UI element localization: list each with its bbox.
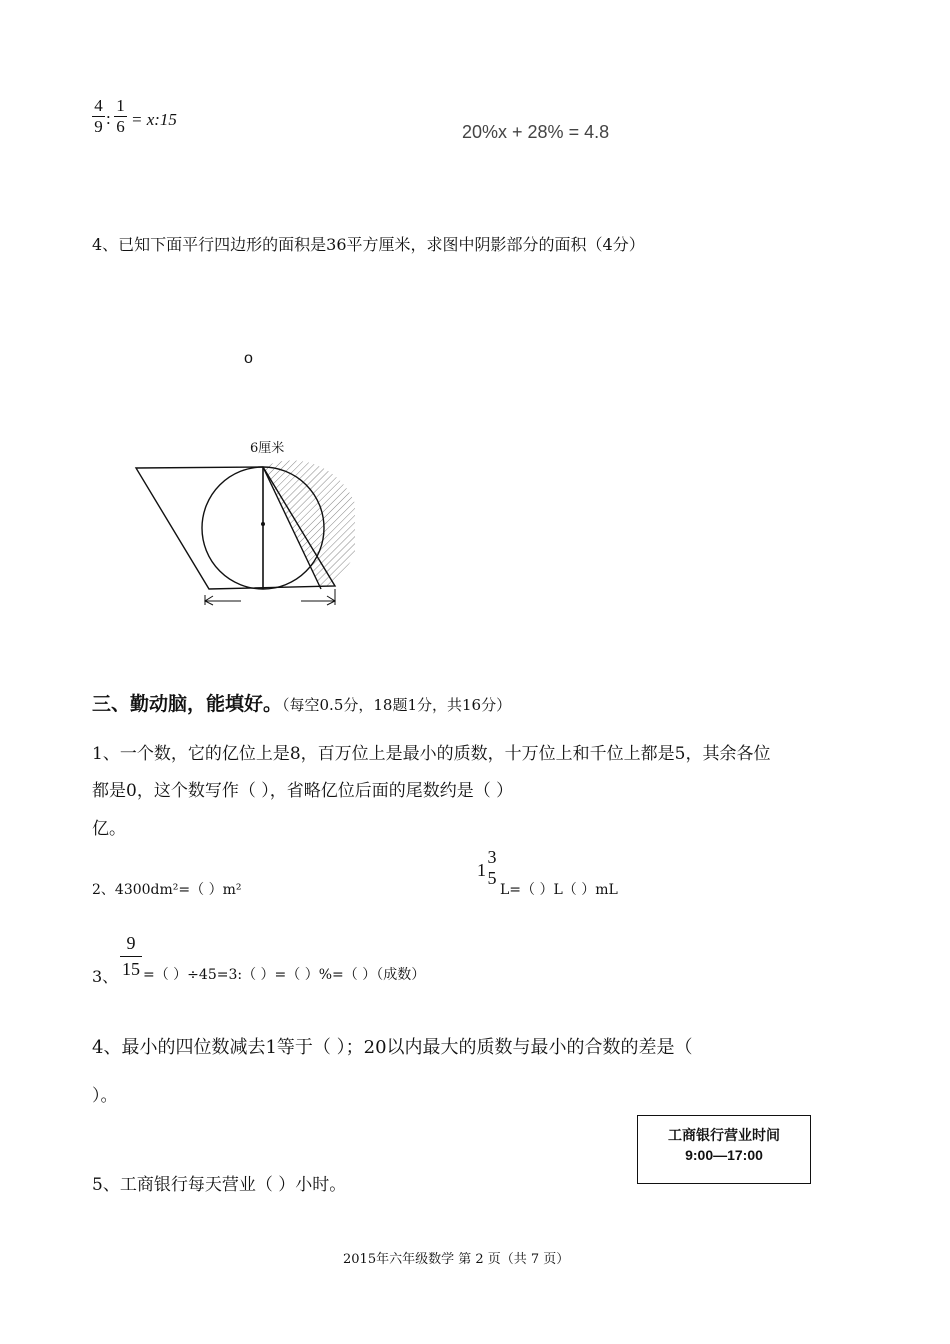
problem-1-line-1: 1、一个数，它的亿位上是8，百万位上是最小的质数，十万位上和千位上都是5，其余各位	[92, 744, 771, 764]
equation-rest: = x:15	[131, 110, 177, 129]
fraction-one-sixth: 1 6	[114, 97, 127, 136]
section-heading: 三、勤动脑，能填好。（每空0.5分，18题1分，共16分）	[92, 693, 512, 715]
fraction-four-ninths: 4 9	[92, 97, 105, 136]
problem-4-line-1: 4、最小的四位数减去1等于（ ）；20以内最大的质数与最小的合数的差是（	[92, 1037, 693, 1058]
point-label-o: o	[244, 350, 253, 367]
fraction-nine-fifteenths: 9 15	[122, 933, 140, 979]
dimension-label: 6厘米	[250, 441, 285, 456]
problem-3-rest: =（ ）÷45=3:（ ）=（ ）%=（ ）（成数）	[143, 967, 426, 983]
parallelogram-figure	[125, 455, 355, 615]
center-point	[261, 522, 265, 526]
page-footer: 2015年六年级数学 第 2 页（共 7 页）	[343, 1252, 570, 1267]
question-parallelogram: 4、已知下面平行四边形的面积是36平方厘米，求图中阴影部分的面积（4分）	[92, 235, 645, 254]
equation-percent: 20%x + 28% = 4.8	[462, 122, 610, 142]
problem-1-line-2: 都是0，这个数写作（ ），省略亿位后面的尾数约是（ ）	[92, 781, 514, 801]
problem-1-line-3: 亿。	[92, 819, 126, 839]
problem-3-prefix: 3、	[92, 967, 119, 986]
problem-4-line-2: ）。	[92, 1086, 118, 1106]
bank-hours-box: 工商银行营业时间 9:00—17:00	[637, 1115, 811, 1184]
problem-2-left: 2、4300dm²=（ ）m²	[92, 882, 242, 898]
problem-5: 5、工商银行每天营业（ ）小时。	[92, 1175, 347, 1195]
problem-2-right: L=（ ）L（ ）mL	[500, 882, 618, 898]
